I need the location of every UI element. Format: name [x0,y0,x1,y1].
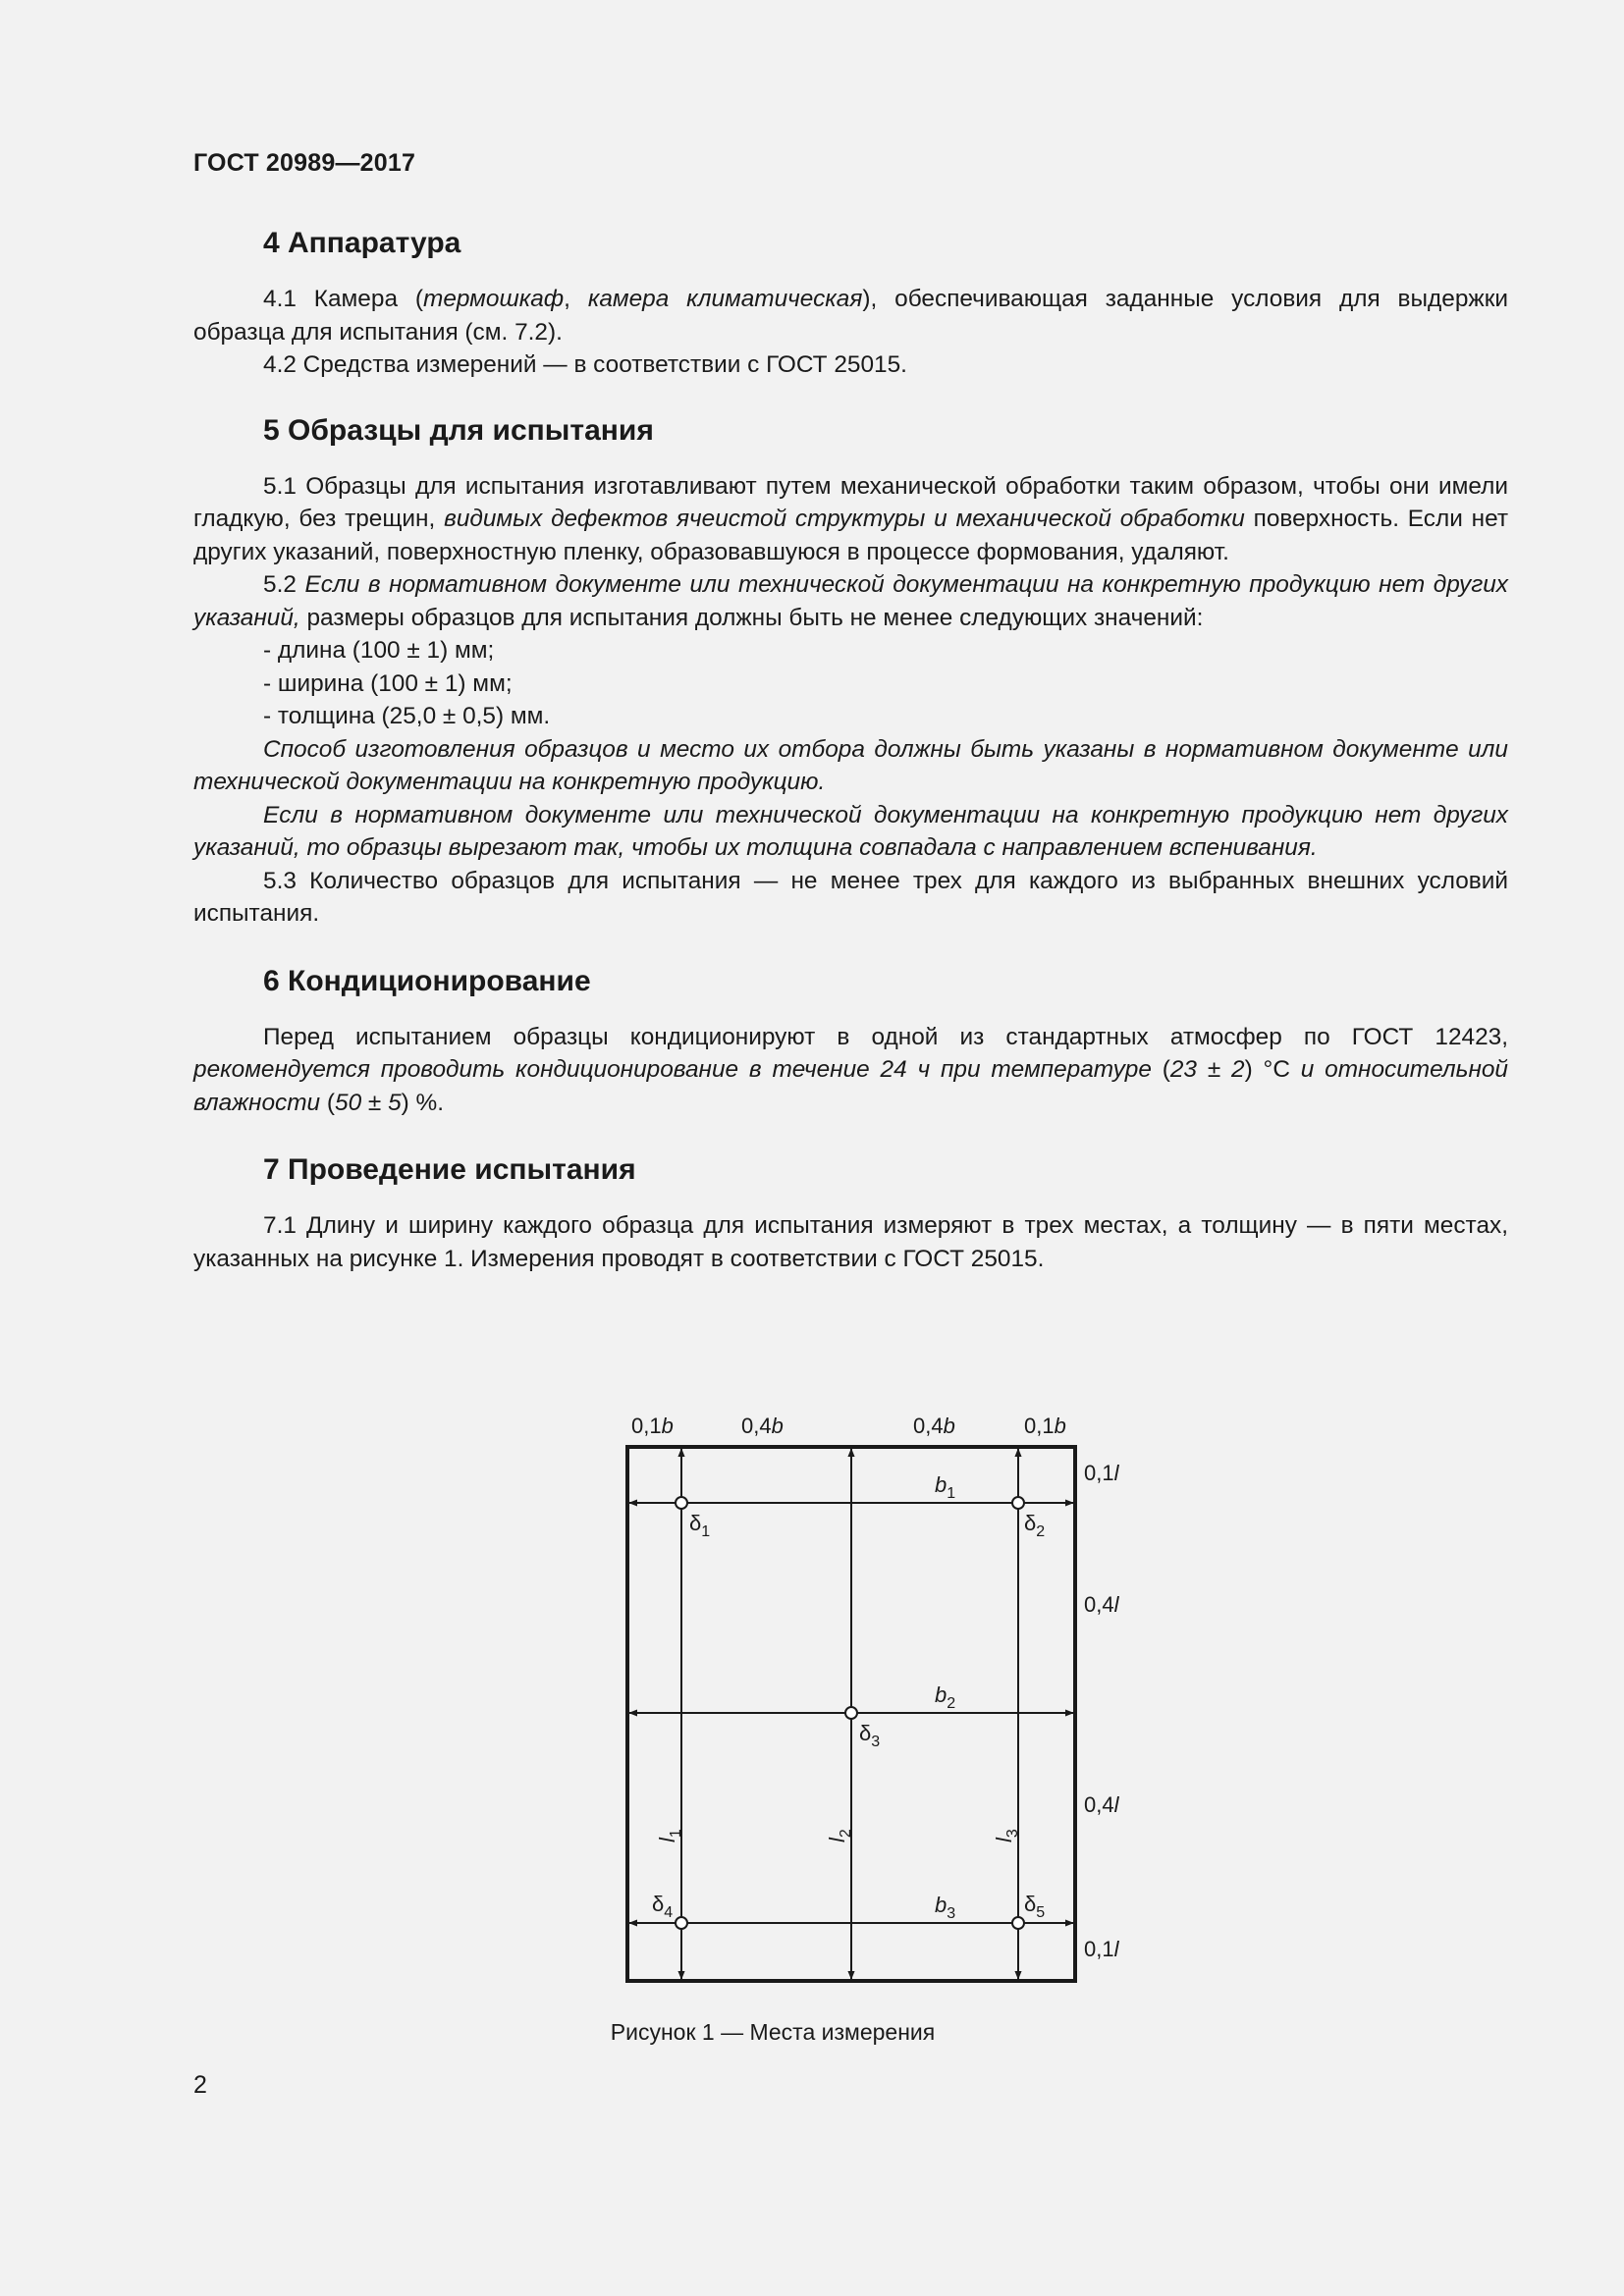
page-number: 2 [193,2071,207,2099]
label-b1: $b_1$ [935,1472,956,1502]
label-delta-5: $\delta_5$ [1024,1892,1046,1921]
label-delta-3: $\delta_3$ [859,1721,881,1750]
label-right-04l-lower: 0,4l [1084,1792,1119,1817]
figure-measurement-locations [619,1399,1119,1988]
label-top-01b-left: 0,1b [631,1414,674,1438]
label-l1: $l_1$ [655,1829,684,1842]
list-item-thickness: - толщина (25,0 ± 0,5) мм. [263,703,551,729]
section-5-title: 5 Образцы для испытания [263,413,654,447]
list-item-length: - длина (100 ± 1) мм; [263,637,495,664]
paragraph-4-2: 4.2 Средства измерений — в соответствии с ГОСТ 25015. [263,351,907,378]
label-top-04b-right: 0,4b [913,1414,955,1438]
label-b3: $b_3$ [935,1893,956,1922]
label-l2: $l_2$ [825,1829,854,1842]
label-right-01l-bottom: 0,1l [1084,1937,1119,1961]
point-delta-5 [1012,1917,1024,1929]
label-l3: $l_3$ [992,1829,1021,1842]
label-b2: $b_2$ [935,1682,956,1712]
paragraph-7-1: 7.1 Длину и ширину каждого образца для испытания измеряют в трех местах, а толщину — в пяти местах, указанных на рисунке 1. Измерения проводят в соответствии с ГОСТ 25015. [193,1212,1508,1272]
section-7-title: 7 Проведение испытания [263,1153,636,1186]
point-delta-4 [676,1917,687,1929]
document-body [193,196,1508,1275]
label-right-01l-top: 0,1l [1084,1461,1119,1485]
point-delta-3 [845,1707,857,1719]
paragraph-5-3: 5.3 Количество образцов для испытания — не менее трех для каждого из выбранных внешних условий испытания. [193,867,1508,927]
label-top-01b-right: 0,1b [1024,1414,1066,1438]
point-delta-1 [676,1497,687,1509]
label-right-04l-upper: 0,4l [1084,1592,1119,1617]
section-6-title: 6 Кондиционирование [263,964,591,997]
document-code: ГОСТ 20989—2017 [193,149,416,177]
paragraph-5-1: 5.1 Образцы для испытания изготавливают путем механической обработки таким образом, чтобы они имели гладкую, без трещин, видимых дефектов ячеистой структуры и механической обработки поверхность. Если нет других указаний, поверхностную пленку, образовавшуюся в процессе формования, удаляют. [193,472,1508,565]
section-4-title: 4 Аппаратура [263,227,461,259]
point-delta-2 [1012,1497,1024,1509]
figure-caption: Рисунок 1 — Места измерения [610,2019,936,2045]
measurement-diagram [619,1399,1119,1988]
paragraph-5-2-note-2: Если в нормативном документе или технической документации на конкретную продукцию нет других указаний, то образцы вырезают так, чтобы их толщина совпадала с направлением вспенивания. [193,801,1508,861]
label-delta-2: $\delta_2$ [1024,1511,1046,1540]
list-item-width: - ширина (100 ± 1) мм; [263,669,513,697]
label-top-04b-left: 0,4b [741,1414,784,1438]
label-delta-1: $\delta_1$ [689,1511,711,1540]
label-delta-4: $\delta_4$ [652,1892,674,1921]
paragraph-5-2: 5.2 Если в нормативном документе или технической документации на конкретную продукцию нет других указаний, размеры образцов для испытания должны быть не менее следующих значений: [193,571,1508,631]
paragraph-5-2-note-1: Способ изготовления образцов и место их отбора должны быть указаны в нормативном документе или технической документации на конкретную продукцию. [193,735,1508,795]
paragraph-4-1: 4.1 Камера (термошкаф, камера климатическая), обеспечивающая заданные условия для выдержки образца для испытания (см. 7.2). [193,286,1508,346]
paragraph-6: Перед испытанием образцы кондиционируют в одной из стандартных атмосфер по ГОСТ 12423, рекомендуется проводить кондиционирование в течение 24 ч при температуре (23 ± 2) °С и относительной влажности (50 ± 5) %. [193,1023,1508,1116]
